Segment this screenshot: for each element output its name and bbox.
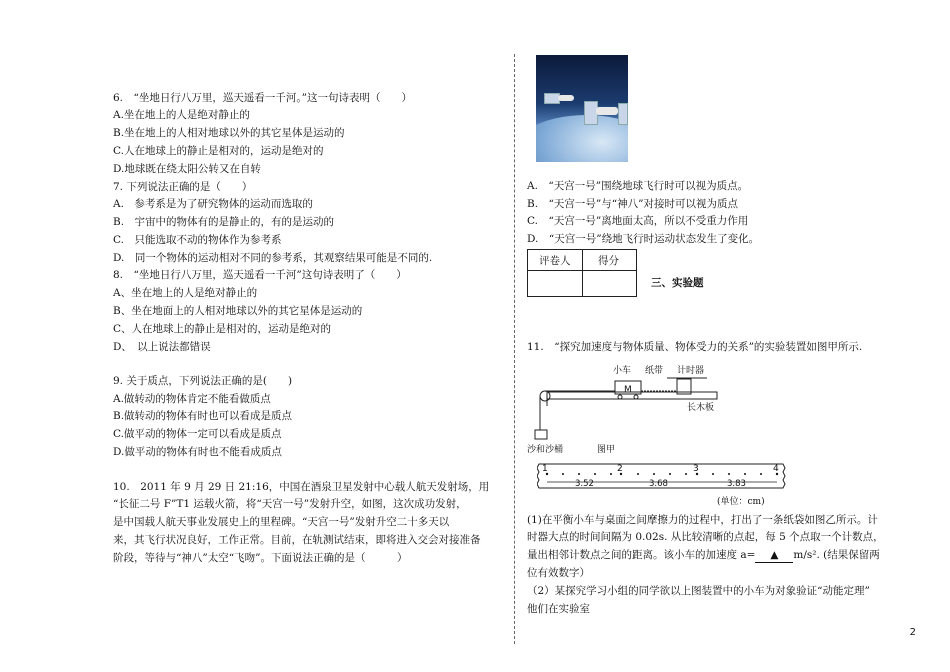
sand-bucket xyxy=(535,430,547,439)
q8-option-d: D、 以上说法都错误 xyxy=(113,341,211,353)
sand-label: 沙和沙桶 xyxy=(527,445,564,455)
q11-part1-prefix: 量出相邻计数点之间的距离。该小车的加速度 a= xyxy=(527,549,756,561)
score-table xyxy=(527,249,637,297)
q9-option-b: B.做转动的物体有时也可以看成是质点 xyxy=(113,410,293,422)
spacecraft-body xyxy=(596,107,618,115)
q9-option-a: A.做转动的物体肯定不能看做质点 xyxy=(113,393,271,405)
q11-part1-suffix: m/s². (结果保留两 xyxy=(793,549,880,561)
tape-dots xyxy=(546,473,778,475)
q11-part1-line-3 xyxy=(527,548,880,563)
q8-option-c: C、人在地球上的静止是相对的，运动是绝对的 xyxy=(113,323,332,335)
paper-tape-diagram xyxy=(537,460,787,516)
score-header: 得分 xyxy=(598,255,619,267)
q10-line-2: “长征二号 F”T1 运载火箭，将“天宫一号”发射升空，如图，这次成功发射， xyxy=(113,498,467,510)
tape-point-3: 3 xyxy=(693,464,699,474)
q11-part2-line-1: （2）某探究学习小组的同学欲以上图装置中的小车为对象验证“动能定理” xyxy=(527,585,870,597)
q11-stem: 11. “探究加速度与物体质量、物体受力的关系”的实验装置如图甲所示. xyxy=(527,341,863,353)
page-number: 2 xyxy=(909,627,916,638)
solar-panel xyxy=(618,103,628,125)
q7-option-b: B. 宇宙中的物体有的是静止的，有的是运动的 xyxy=(113,216,335,228)
pulley xyxy=(540,391,550,401)
q11-part2-line-2: 他们在实验室 xyxy=(527,603,590,615)
q6-stem: 6. “坐地日行八万里，巡天遥看一千河。”这一句诗表明（ ） xyxy=(113,92,413,104)
timer-label: 计时器 xyxy=(677,366,705,376)
q7-stem: 7. 下列说法正确的是（ ） xyxy=(113,181,253,193)
q9-stem: 9. 关于质点，下列说法正确的是( ) xyxy=(113,375,293,387)
q11-part1-line-1: (1)在平衡小车与桌面之间摩擦力的过程中，打出了一条纸袋如图乙所示。计 xyxy=(527,514,878,526)
q7-option-a: A. 参考系是为了研究物体的运动而选取的 xyxy=(113,198,313,210)
apparatus-diagram xyxy=(527,362,727,458)
q10-line-4: 来，其飞行状况良好，工作正常。目前，在轨测试结束，即将进入交会对接准备 xyxy=(113,534,481,546)
q7-option-d: D. 同一个物体的运动相对不同的参考系，其观察结果可能是不同的. xyxy=(113,252,433,264)
q6-option-c: C.人在地球上的静止是相对的，运动是绝对的 xyxy=(113,145,324,157)
tape-distance-2: 3.68 xyxy=(649,479,668,489)
earth-shape xyxy=(536,115,628,162)
q11-part1-line-4: 位有效数字） xyxy=(527,567,590,579)
q10-line-1: 10. 2011 年 9 月 29 日 21:16，中国在酒泉卫星发射中心载人航天发射场，用 xyxy=(113,481,490,493)
q6-option-a: A.坐在地上的人是绝对静止的 xyxy=(113,109,250,121)
q8-stem: 8. “坐地日行八万里，巡天遥看一千河”这句诗表明了（ ） xyxy=(113,269,407,281)
q11-part1-line-2: 时器大点的时间间隔为 0.02s. 从比较清晰的点起，每 5 个点取一个计数点， xyxy=(527,531,884,543)
cart-wheel xyxy=(618,395,622,399)
q10-line-3: 是中国载人航天事业发展史上的里程碑。“天宫一号”发射升空二十多天以 xyxy=(113,516,450,528)
q6-option-d: D.地球既在绕太阳公转又在自转 xyxy=(113,163,261,175)
q10-option-d: D. “天宫一号”绕地飞行时运动状态发生了变化。 xyxy=(527,233,760,245)
tape-unit: (单位：cm) xyxy=(717,497,765,507)
figure-a-label: 图甲 xyxy=(597,445,616,455)
tape-distance-1: 3.52 xyxy=(575,479,594,489)
q10-line-5: 阶段，等待与“神八”太空“飞吻”。下面说法正确的是（ ） xyxy=(113,552,408,564)
grader-header: 评卷人 xyxy=(539,255,571,267)
q6-option-b: B.坐在地上的人相对地球以外的其它星体是运动的 xyxy=(113,127,345,139)
q10-option-a: A. “天宫一号”围绕地球飞行时可以视为质点。 xyxy=(527,180,749,192)
tiangong-photo xyxy=(536,55,628,162)
q8-option-b: B、坐在地面上的人相对地球以外的其它星体是运动的 xyxy=(113,305,363,317)
cart-wheel xyxy=(634,395,638,399)
tape-point-4: 4 xyxy=(773,464,779,474)
tape-point-2: 2 xyxy=(617,464,623,474)
acceleration-answer-blank[interactable]: ▲ xyxy=(755,548,793,563)
q9-option-c: C.做平动的物体一定可以看成是质点 xyxy=(113,428,282,440)
tape-point-1: 1 xyxy=(542,464,548,474)
spacecraft-body xyxy=(558,95,574,101)
q10-option-c: C. “天宫一号”离地面太高，所以不受重力作用 xyxy=(527,215,749,227)
q7-option-c: C. 只能选取不动的物体作为参考系 xyxy=(113,234,282,246)
cart-label: 小车 xyxy=(613,366,632,376)
q8-option-a: A、坐在地上的人是绝对静止的 xyxy=(113,287,258,299)
tape-label: 纸带 xyxy=(645,366,664,376)
mass-label: M xyxy=(624,385,632,395)
tape-distance-3: 3.83 xyxy=(727,479,746,489)
column-divider xyxy=(514,54,515,644)
q10-option-b: B. “天宫一号”与“神八”对接时可以视为质点 xyxy=(527,198,739,210)
section-title: 三、实验题 xyxy=(651,277,704,289)
q9-option-d: D.做平动的物体有时也不能看成质点 xyxy=(113,446,282,458)
board-label: 长木板 xyxy=(687,403,715,413)
